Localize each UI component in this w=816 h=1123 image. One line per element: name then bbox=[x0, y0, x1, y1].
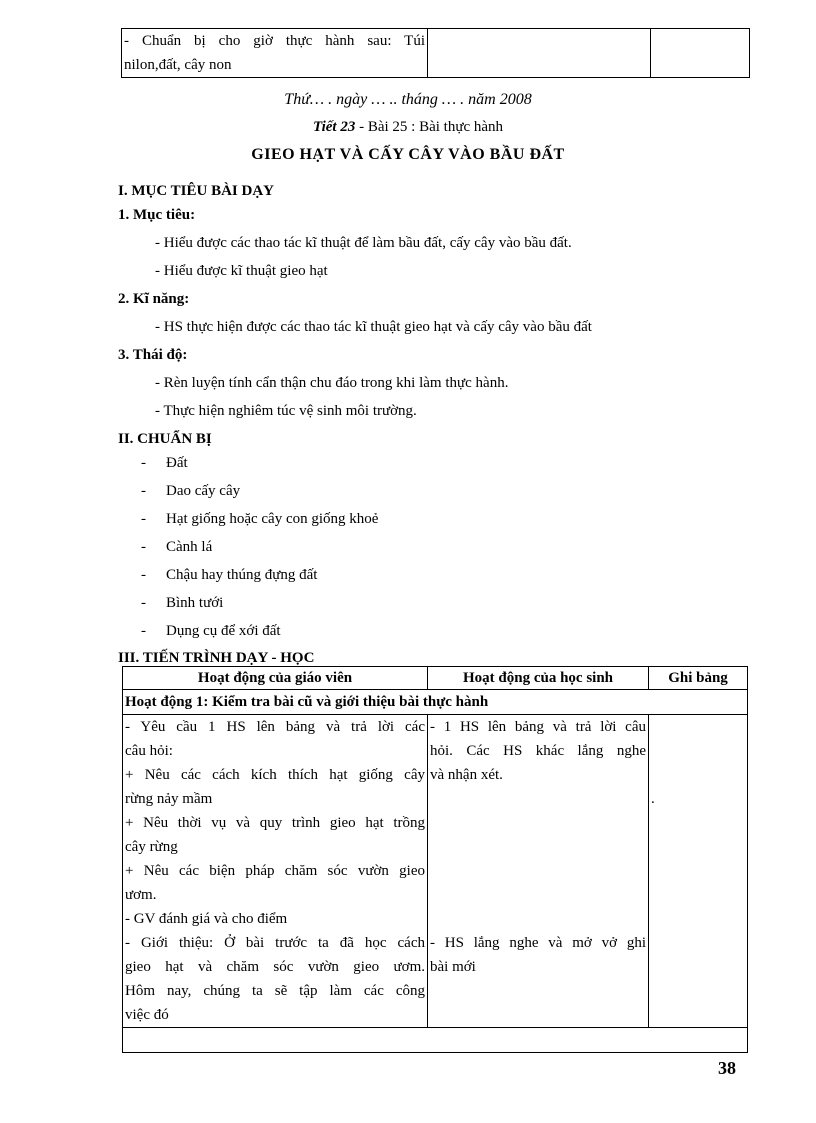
lesson-name: - Bài 25 : Bài thực hành bbox=[355, 119, 504, 135]
material-item: Chậu hay thúng đựng đất bbox=[166, 567, 318, 583]
material-item: Dao cấy cây bbox=[166, 483, 241, 499]
material-item: Đất bbox=[166, 455, 188, 471]
activity-table bbox=[122, 666, 748, 1053]
attitude-heading: 3. Thái độ: bbox=[118, 347, 188, 363]
section3-heading: III. TIẾN TRÌNH DẠY - HỌC bbox=[118, 650, 315, 666]
header-teacher: Hoạt động của giáo viên bbox=[123, 667, 428, 690]
teacher-activity-cell bbox=[123, 715, 428, 1028]
list-dash: - bbox=[141, 567, 146, 583]
prep-line-2: nilon,đất, cây non bbox=[124, 57, 232, 73]
skill-item: - HS thực hiện được các thao tác kĩ thuật gieo hạt và cấy cây vào bầu đất bbox=[155, 319, 592, 335]
date-line: Thứ… . ngày … .. tháng … . năm 2008 bbox=[284, 91, 532, 108]
student-line: bài mới bbox=[430, 959, 476, 975]
teacher-line: việc đó bbox=[125, 1007, 169, 1023]
teacher-line: gieo hạt và chăm sóc vườn gieo ươm. bbox=[125, 959, 425, 975]
teacher-line: + Nêu thời vụ và quy trình gieo hạt trồng bbox=[125, 815, 425, 831]
student-line: - 1 HS lên bảng và trả lời câu bbox=[430, 719, 646, 735]
teacher-line: + Nêu các biện pháp chăm sóc vườn gieo bbox=[125, 863, 425, 879]
list-dash: - bbox=[141, 623, 146, 639]
previous-lesson-table bbox=[121, 28, 750, 78]
prep-line-1: - Chuẩn bị cho giờ thực hành sau: Túi bbox=[124, 33, 425, 49]
header-notes: Ghi bảng bbox=[649, 667, 748, 690]
objective-item: - Hiểu được các thao tác kĩ thuật để làm bầu đất, cấy cây vào bầu đất. bbox=[155, 235, 572, 251]
material-item: Hạt giống hoặc cây con giống khoẻ bbox=[166, 511, 379, 527]
attitude-item: - Thực hiện nghiêm túc vệ sinh môi trường. bbox=[155, 403, 417, 419]
activity1-title: Hoạt động 1: Kiểm tra bài cũ và giới thiệu bài thực hành bbox=[123, 690, 748, 715]
empty-cell bbox=[651, 29, 750, 78]
student-activity-cell bbox=[428, 715, 649, 1028]
lesson-number: Tiết 23 bbox=[312, 119, 356, 135]
page-number: 38 bbox=[718, 1058, 736, 1078]
skills-heading: 2. Kĩ năng: bbox=[118, 291, 190, 307]
list-dash: - bbox=[141, 483, 146, 499]
notes-cell bbox=[649, 715, 748, 1028]
teacher-line: rừng nảy mầm bbox=[125, 791, 213, 807]
list-dash: - bbox=[141, 511, 146, 527]
material-item: Bình tưới bbox=[166, 595, 224, 611]
material-item: Dụng cụ để xới đất bbox=[166, 623, 281, 639]
teacher-line: + Nêu các cách kích thích hạt giống cây bbox=[125, 767, 425, 783]
prep-cell bbox=[122, 29, 428, 78]
teacher-line: - Giới thiệu: Ở bài trước ta đã học cách bbox=[125, 935, 425, 951]
teacher-line: cây rừng bbox=[125, 839, 178, 855]
empty-cell bbox=[428, 29, 651, 78]
list-dash: - bbox=[141, 455, 146, 471]
section2-heading: II. CHUẨN BỊ bbox=[118, 431, 212, 447]
teacher-line: ươm. bbox=[125, 887, 157, 903]
list-dash: - bbox=[141, 595, 146, 611]
objective-item: - Hiểu được kĩ thuật gieo hạt bbox=[155, 263, 328, 279]
teacher-line: câu hỏi: bbox=[125, 743, 173, 759]
list-dash: - bbox=[141, 539, 146, 555]
empty-row bbox=[123, 1028, 748, 1053]
notes-dot: . bbox=[651, 791, 655, 807]
student-line: - HS lắng nghe và mở vở ghi bbox=[430, 935, 646, 951]
teacher-line: Hôm nay, chúng ta sẽ tập làm các công bbox=[125, 983, 425, 999]
material-item: Cành lá bbox=[166, 539, 213, 555]
objectives-heading: 1. Mục tiêu: bbox=[118, 207, 196, 223]
student-line: và nhận xét. bbox=[430, 767, 503, 783]
lesson-line bbox=[0, 119, 816, 136]
header-student: Hoạt động của học sinh bbox=[428, 667, 649, 690]
attitude-item: - Rèn luyện tính cẩn thận chu đáo trong khi làm thực hành. bbox=[155, 375, 509, 391]
student-line: hỏi. Các HS khác lắng nghe bbox=[430, 743, 646, 759]
teacher-line: - GV đánh giá và cho điểm bbox=[125, 911, 288, 927]
section1-heading: I. MỤC TIÊU BÀI DẠY bbox=[118, 183, 274, 199]
page-title: GIEO HẠT VÀ CẤY CÂY VÀO BẦU ĐẤT bbox=[251, 146, 565, 163]
teacher-line: - Yêu cầu 1 HS lên bảng và trả lời các bbox=[125, 719, 425, 735]
